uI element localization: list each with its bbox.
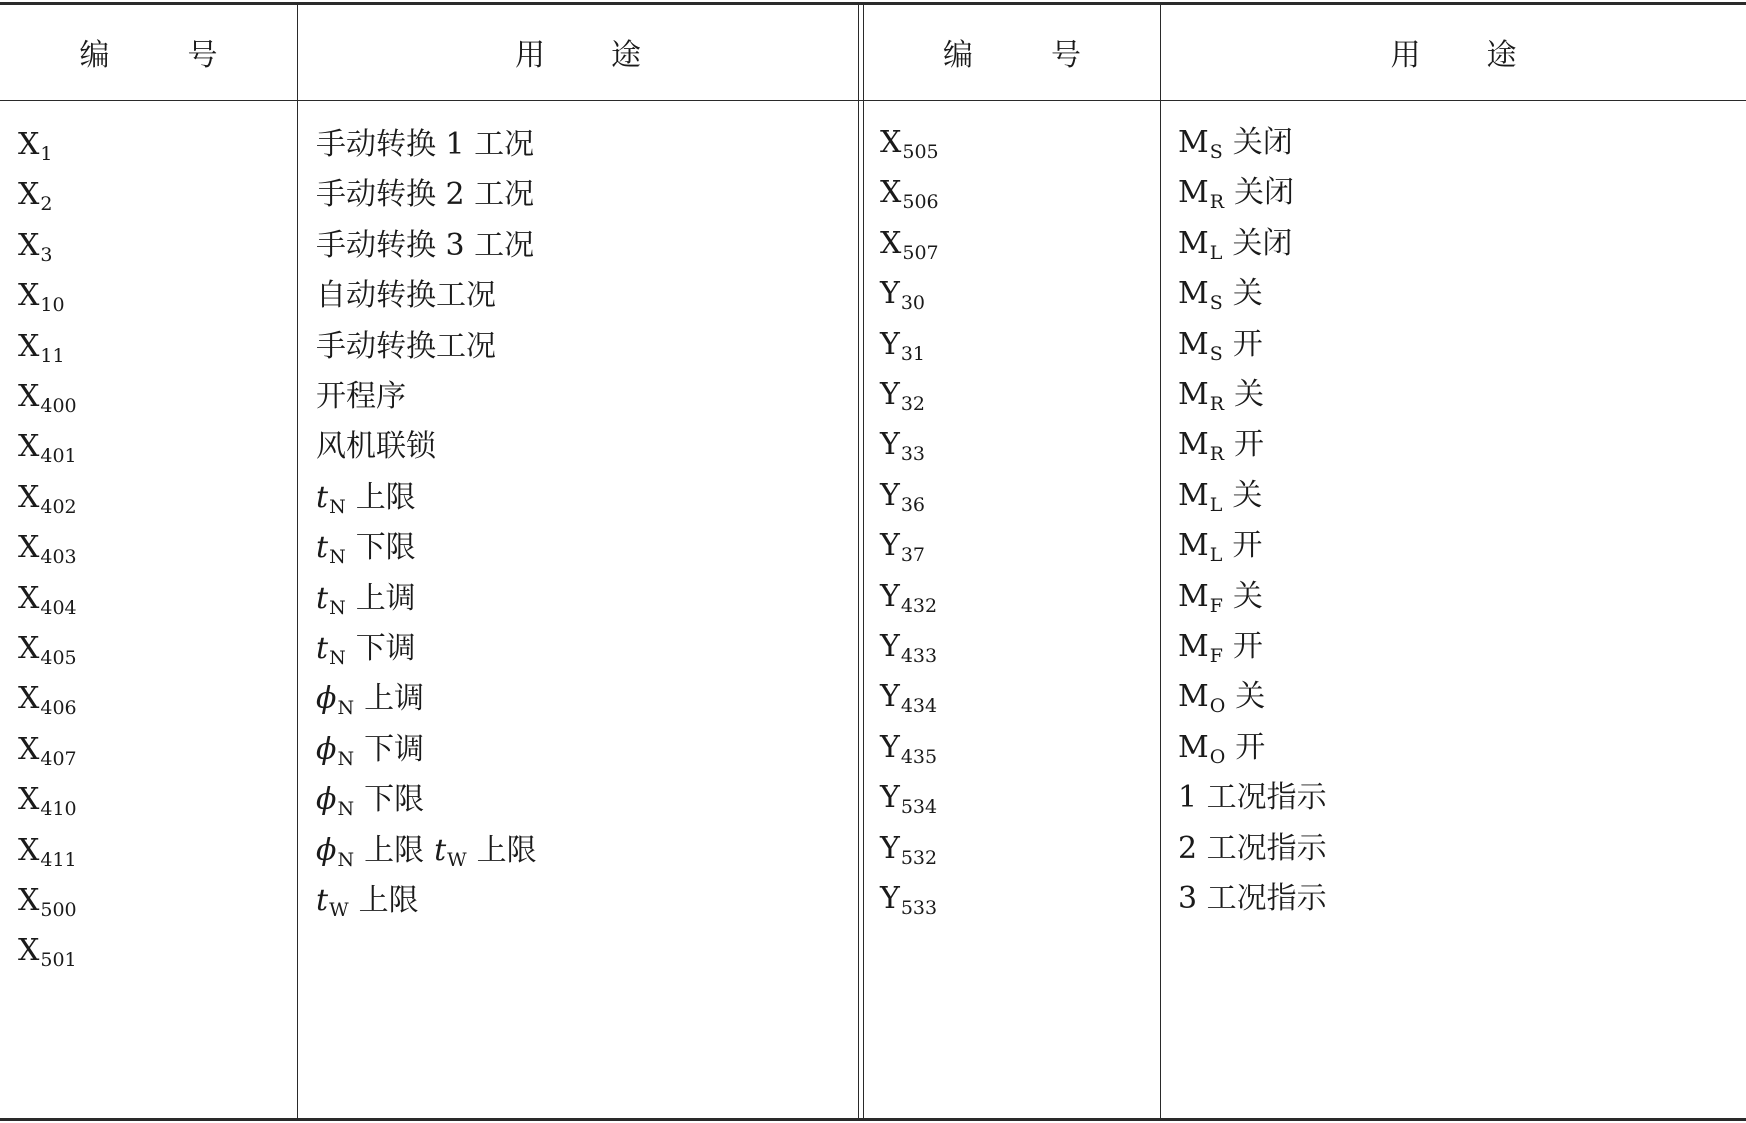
use-text: 风机联锁	[316, 429, 436, 464]
header-right-code-char2: 号	[1051, 37, 1081, 73]
symbol: M	[1178, 377, 1209, 412]
left-use-cell	[316, 170, 534, 220]
code-base: Y	[880, 679, 900, 714]
header-left-use	[298, 3, 858, 100]
header-left-use-char1: 用	[515, 37, 545, 73]
code-subscript: 11	[40, 345, 65, 367]
right-use-cell	[1178, 269, 1263, 319]
right-code-cell	[880, 521, 925, 571]
right-code-cell	[880, 572, 937, 622]
use-text: 开	[1234, 427, 1265, 462]
right-use-cell	[1178, 824, 1327, 874]
column-divider-double-b	[863, 3, 864, 1120]
symbol: M	[1178, 125, 1209, 160]
code-base: X	[18, 833, 40, 868]
right-code-cell	[880, 168, 939, 218]
code-base: X	[18, 480, 40, 515]
use-text: 手动转换 3 工况	[316, 228, 535, 263]
code-subscript: 501	[40, 949, 77, 971]
code-subscript: 435	[900, 746, 938, 768]
right-use-cell	[1178, 168, 1294, 218]
symbol-subscript: S	[1209, 343, 1223, 365]
code-subscript: 3	[40, 244, 53, 266]
use-text: 开	[1232, 327, 1263, 362]
code-base: Y	[880, 780, 900, 815]
left-code-cell	[18, 322, 65, 372]
symbol-subscript: N	[337, 798, 355, 820]
use-text: 下限	[355, 530, 416, 565]
column-divider-1	[297, 3, 298, 1120]
symbol: t	[316, 581, 329, 616]
right-code-cell	[880, 219, 939, 269]
left-use-cell	[316, 725, 424, 775]
symbol: t	[316, 631, 329, 666]
symbol: t	[316, 480, 329, 515]
left-code-cell	[18, 473, 77, 523]
use-text: 关闭	[1232, 125, 1293, 160]
code-base: X	[880, 125, 902, 160]
use-text: 关	[1234, 377, 1265, 412]
code-base: X	[880, 226, 902, 261]
left-code-cell	[18, 876, 77, 926]
code-base: X	[18, 429, 40, 464]
use-text: 关闭	[1234, 175, 1295, 210]
use-text: 关	[1235, 679, 1266, 714]
code-subscript: 406	[40, 697, 77, 719]
left-use-cell	[316, 624, 416, 674]
symbol: ϕ	[316, 681, 337, 716]
symbol: t	[316, 883, 329, 918]
header-left-code	[0, 3, 297, 100]
code-subscript: 411	[40, 849, 77, 871]
code-subscript: 434	[900, 695, 938, 717]
code-base: Y	[880, 377, 900, 412]
symbol-subscript: N	[329, 546, 346, 568]
left-use-cell	[316, 473, 416, 523]
right-use-cell	[1178, 672, 1265, 722]
code-subscript: 407	[40, 748, 77, 770]
header-left-use-char2: 途	[611, 37, 641, 73]
use-text: 开	[1232, 629, 1263, 664]
symbol-group-2	[434, 833, 467, 871]
code-base: Y	[880, 427, 900, 462]
header-right-use-char2: 途	[1486, 37, 1517, 73]
code-base: X	[18, 177, 40, 212]
code-base: X	[18, 631, 40, 666]
code-subscript: 10	[40, 294, 65, 316]
right-use-cell	[1178, 219, 1292, 269]
use-text: 手动转换 2 工况	[316, 177, 535, 212]
symbol: M	[1178, 276, 1209, 311]
symbol-subscript: N	[329, 597, 346, 619]
symbol: ϕ	[316, 732, 337, 767]
right-use-cell	[1178, 572, 1263, 622]
right-code-cell	[880, 118, 939, 168]
code-base: X	[18, 379, 40, 414]
code-base: X	[18, 883, 40, 918]
left-use-cell	[316, 775, 424, 825]
right-use-cell	[1178, 622, 1263, 672]
use-text: 上调	[355, 581, 416, 616]
use-text: 关	[1232, 579, 1263, 614]
symbol-subscript: F	[1209, 645, 1223, 667]
symbol: M	[1178, 679, 1209, 714]
use-text: 关闭	[1232, 226, 1293, 261]
code-base: X	[18, 329, 40, 364]
right-use-cell	[1178, 773, 1327, 823]
use-text: 自动转换工况	[316, 278, 496, 313]
code-subscript: 32	[900, 393, 925, 415]
symbol-subscript: N	[337, 748, 355, 770]
use-text: 开程序	[316, 379, 406, 414]
left-use-cell	[316, 826, 537, 876]
code-base: Y	[880, 528, 900, 563]
header-right-code	[864, 3, 1160, 100]
right-use-cell	[1178, 420, 1264, 470]
code-base: X	[18, 228, 40, 263]
use-text: 下调	[364, 732, 425, 767]
left-code-cell	[18, 523, 77, 573]
symbol: M	[1178, 528, 1209, 563]
use-text: 开	[1232, 528, 1263, 563]
left-use-cell	[316, 221, 534, 271]
code-subscript: 500	[40, 899, 77, 921]
symbol-subscript: R	[1209, 191, 1225, 213]
code-subscript: 534	[900, 796, 938, 818]
left-use-cell	[316, 271, 496, 321]
symbol: t	[434, 833, 447, 868]
left-code-cell	[18, 826, 77, 876]
left-use-cell	[316, 322, 496, 372]
code-base: Y	[880, 276, 900, 311]
use-text: 关	[1232, 276, 1263, 311]
symbol-subscript: N	[337, 849, 355, 871]
right-use-cell	[1178, 118, 1293, 168]
code-subscript: 405	[40, 647, 77, 669]
left-use-cell	[316, 372, 406, 422]
code-base: Y	[880, 579, 900, 614]
symbol: M	[1178, 579, 1209, 614]
header-right-use	[1161, 3, 1746, 100]
right-code-cell	[880, 370, 925, 420]
symbol: t	[316, 530, 329, 565]
code-subscript: 402	[40, 496, 77, 518]
symbol-subscript: F	[1209, 595, 1223, 617]
right-code-cell	[880, 874, 937, 924]
column-divider-double-a	[858, 3, 859, 1120]
code-subscript: 30	[900, 292, 925, 314]
code-subscript: 37	[900, 544, 925, 566]
symbol: M	[1178, 175, 1209, 210]
code-subscript: 432	[900, 595, 938, 617]
code-subscript: 404	[40, 597, 77, 619]
code-subscript: 400	[40, 395, 77, 417]
right-use-cell	[1178, 521, 1262, 571]
left-use-cell	[316, 422, 436, 472]
symbol: M	[1178, 478, 1209, 513]
header-right-use-char1: 用	[1390, 37, 1421, 73]
code-base: Y	[880, 881, 900, 916]
right-code-cell	[880, 622, 937, 672]
left-code-cell	[18, 725, 77, 775]
use-text: 开	[1235, 730, 1266, 765]
left-use-cell	[316, 674, 424, 724]
symbol-subscript: O	[1209, 746, 1226, 768]
right-use-cell	[1178, 370, 1264, 420]
left-code-cell	[18, 574, 77, 624]
code-subscript: 31	[900, 343, 925, 365]
left-use-cell	[316, 574, 416, 624]
code-subscript: 403	[40, 546, 77, 568]
left-code-cell	[18, 170, 52, 220]
symbol-subscript: L	[1209, 242, 1223, 264]
symbol: ϕ	[316, 782, 337, 817]
code-base: Y	[880, 629, 900, 664]
code-base: X	[18, 530, 40, 565]
symbol-subscript: W	[329, 899, 349, 921]
symbol-subscript: R	[1209, 443, 1225, 465]
symbol-subscript: N	[329, 496, 346, 518]
symbol-subscript: W	[447, 849, 467, 871]
symbol-subscript: N	[337, 697, 355, 719]
right-code-cell	[880, 773, 937, 823]
use-text: 手动转换 1 工况	[316, 127, 535, 162]
use-text: 上调	[364, 681, 425, 716]
code-subscript: 1	[40, 143, 53, 165]
symbol-subscript: L	[1209, 494, 1223, 516]
right-code-cell	[880, 420, 925, 470]
code-base: X	[18, 732, 40, 767]
left-code-cell	[18, 624, 77, 674]
left-use-cell	[316, 523, 416, 573]
left-code-cell	[18, 221, 52, 271]
symbol: M	[1178, 226, 1209, 261]
right-code-cell	[880, 320, 925, 370]
code-base: Y	[880, 831, 900, 866]
symbol-subscript: O	[1209, 695, 1226, 717]
code-subscript: 532	[900, 847, 938, 869]
left-code-cell	[18, 775, 77, 825]
left-use-cell	[316, 120, 534, 170]
use-text: 上限	[364, 833, 425, 868]
table-header-rule	[0, 100, 1746, 101]
code-subscript: 36	[900, 494, 925, 516]
use-text-2: 上限	[476, 833, 537, 868]
code-base: Y	[880, 327, 900, 362]
symbol-subscript: S	[1209, 292, 1223, 314]
right-code-cell	[880, 672, 937, 722]
symbol: ϕ	[316, 833, 337, 868]
use-text: 3 工况指示	[1178, 881, 1327, 916]
header-right-code-char1: 编	[943, 37, 973, 73]
code-subscript: 533	[900, 897, 938, 919]
left-code-cell	[18, 422, 77, 472]
code-subscript: 410	[40, 798, 77, 820]
symbol: M	[1178, 730, 1209, 765]
use-text: 上限	[358, 883, 419, 918]
symbol: M	[1178, 427, 1209, 462]
use-text: 下调	[355, 631, 416, 666]
code-base: Y	[880, 478, 900, 513]
right-code-cell	[880, 269, 925, 319]
right-use-cell	[1178, 471, 1262, 521]
header-left-code-char2: 号	[187, 37, 218, 73]
use-text: 下限	[364, 782, 425, 817]
code-subscript: 33	[900, 443, 925, 465]
column-divider-3	[1160, 3, 1161, 1120]
code-base: X	[18, 581, 40, 616]
header-left-code-char1: 编	[79, 37, 110, 73]
code-base: X	[18, 933, 40, 968]
table-bottom-rule	[0, 1118, 1746, 1121]
code-base: X	[18, 681, 40, 716]
code-base: X	[18, 127, 40, 162]
code-base: X	[880, 175, 902, 210]
symbol-subscript: N	[329, 647, 346, 669]
code-base: X	[18, 278, 40, 313]
symbol-subscript: L	[1209, 544, 1223, 566]
use-text: 1 工况指示	[1178, 780, 1327, 815]
code-subscript: 506	[902, 191, 939, 213]
left-code-cell	[18, 926, 77, 976]
left-code-cell	[18, 372, 77, 422]
right-use-cell	[1178, 320, 1263, 370]
right-code-cell	[880, 824, 937, 874]
code-base: X	[18, 782, 40, 817]
symbol-subscript: S	[1209, 141, 1223, 163]
code-subscript: 401	[40, 445, 77, 467]
symbol: M	[1178, 629, 1209, 664]
symbol-subscript: R	[1209, 393, 1225, 415]
symbol: M	[1178, 327, 1209, 362]
code-subscript: 2	[40, 193, 53, 215]
right-code-cell	[880, 471, 925, 521]
right-code-cell	[880, 723, 937, 773]
use-text: 手动转换工况	[316, 329, 496, 364]
left-code-cell	[18, 120, 52, 170]
right-use-cell	[1178, 723, 1265, 773]
code-subscript: 505	[902, 141, 939, 163]
use-text: 2 工况指示	[1178, 831, 1327, 866]
left-code-cell	[18, 674, 77, 724]
left-code-cell	[18, 271, 65, 321]
code-subscript: 507	[902, 242, 939, 264]
use-text: 关	[1232, 478, 1263, 513]
use-text: 上限	[355, 480, 416, 515]
right-use-cell	[1178, 874, 1327, 924]
code-base: Y	[880, 730, 900, 765]
left-use-cell	[316, 876, 419, 926]
code-subscript: 433	[900, 645, 938, 667]
